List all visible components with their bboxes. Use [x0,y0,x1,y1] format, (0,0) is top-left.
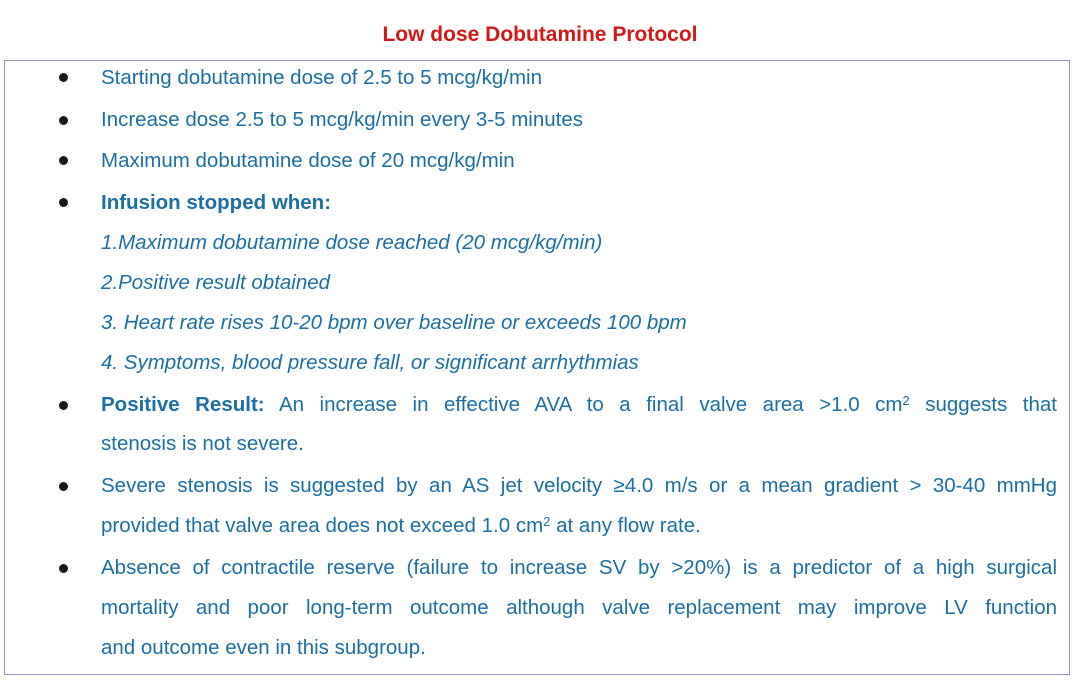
bullet-dot [59,116,68,125]
superscript: 2 [902,393,910,408]
positive-result-text-end: suggests that [909,393,1057,416]
positive-result-line-1 [101,392,1057,418]
starting-dose-text: Starting dobutamine dose of 2.5 to 5 mcg/kg/min [101,66,543,89]
contractile-reserve-line-1: Absence of contractile reserve (failure to increase SV by >20%) is a predictor of a high surgical [101,556,1057,579]
bullet-dot [59,73,68,82]
contractile-reserve-line-2: mortality and poor long-term outcome although valve replacement may improve LV function [101,596,1057,619]
bullet-dot [59,156,68,165]
bullet-dot [59,401,68,410]
infusion-stopped-heading: Infusion stopped when: [101,191,332,214]
page-title: Low dose Dobutamine Protocol [382,23,698,46]
positive-result-line-2: stenosis is not severe. [101,432,304,455]
maximum-dose-text: Maximum dobutamine dose of 20 mcg/kg/min [101,149,515,172]
severe-stenosis-line-1: Severe stenosis is suggested by an AS jet velocity ≥4.0 m/s or a mean gradient > 30-40 mmHg [101,474,1057,497]
contractile-reserve-line-3: and outcome even in this subgroup. [101,636,426,659]
bullet-dot [59,198,68,207]
stop-criterion-3: 3. Heart rate rises 10-20 bpm over baseline or exceeds 100 bpm [101,311,687,334]
severe-stenosis-line-2 [101,513,1057,539]
stop-criterion-4: 4. Symptoms, blood pressure fall, or significant arrhythmias [101,351,639,374]
severe-stenosis-text: provided that valve area does not exceed 1.0 cm [101,514,544,537]
increase-dose-text: Increase dose 2.5 to 5 mcg/kg/min every 3-5 minutes [101,108,583,131]
positive-result-label: Positive Result: [101,393,265,416]
bullet-dot [59,564,68,573]
superscript: 2 [543,514,551,529]
severe-stenosis-text-end: at any flow rate. [550,514,701,537]
bullet-dot [59,482,68,491]
positive-result-text: An increase in effective AVA to a final valve area >1.0 cm [264,393,903,416]
stop-criterion-1: 1.Maximum dobutamine dose reached (20 mcg/kg/min) [101,231,603,254]
stop-criterion-2: 2.Positive result obtained [101,271,331,294]
